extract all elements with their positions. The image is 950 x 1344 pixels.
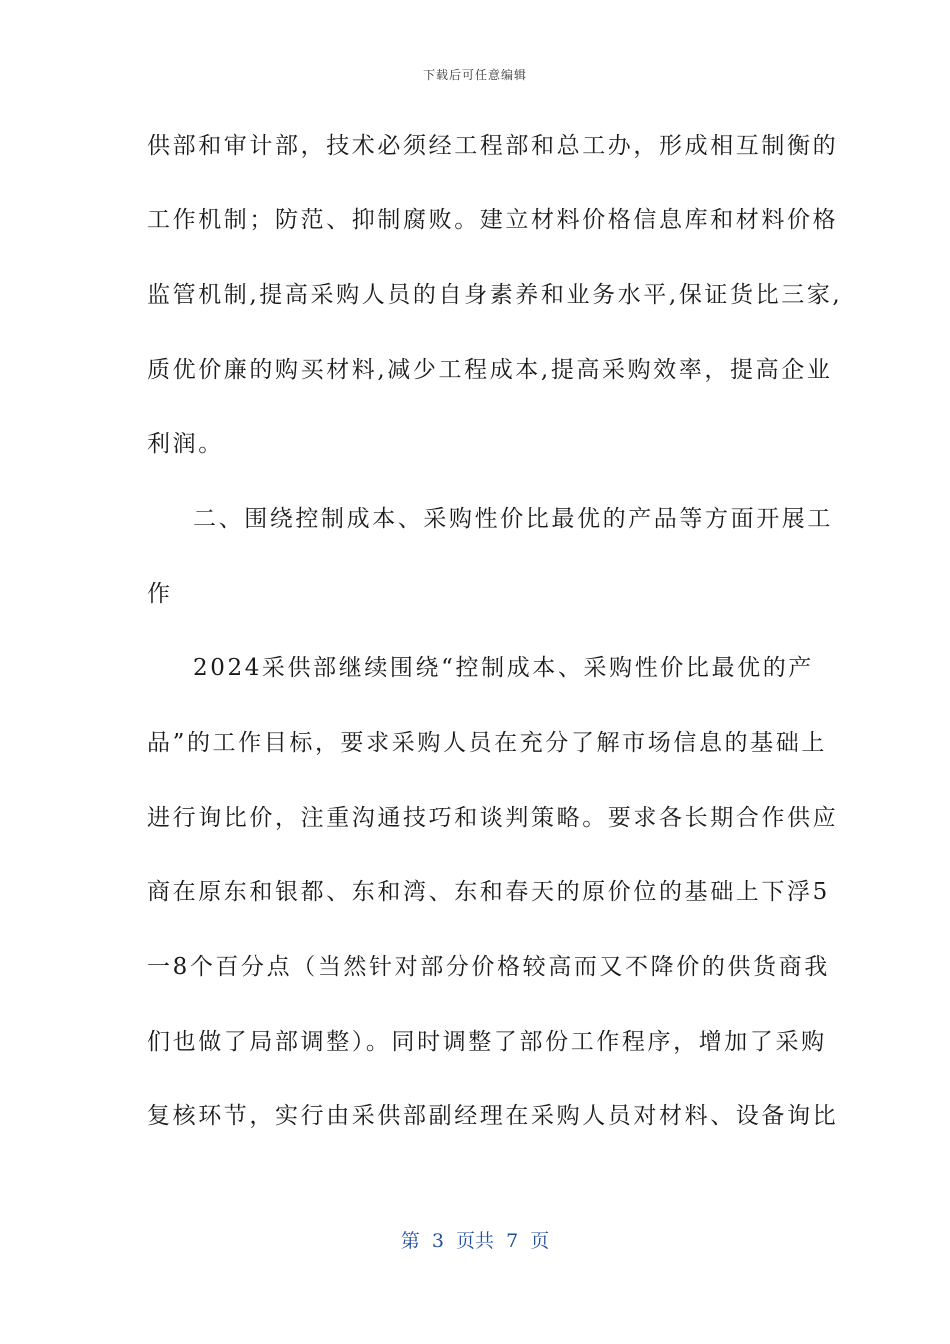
text-line: 品”的工作目标，要求采购人员在充分了解市场信息的基础上 — [147, 730, 827, 756]
text-line: 进行询比价，注重沟通技巧和谈判策略。要求各长期合作供应 — [147, 805, 839, 831]
text-line: 质优价廉的购买材料,减少工程成本,提高采购效率，提高企业 — [147, 357, 833, 383]
text-line: 供部和审计部，技术必须经工程部和总工办，形成相互制衡的 — [147, 133, 839, 159]
text-line: 们也做了局部调整）。同时调整了部份工作程序，增加了采购 — [147, 1029, 827, 1055]
text-line: 监管机制,提高采购人员的自身素养和业务水平,保证货比三家, — [147, 282, 843, 308]
page-number: 第 3 页共 7 页 — [400, 1230, 550, 1252]
text-line: 利润。 — [147, 431, 224, 457]
text-line: 一8个百分点（当然针对部分价格较高而又不降价的供货商我 — [147, 954, 830, 980]
text-line: 复核环节，实行由采供部副经理在采购人员对材料、设备询比 — [147, 1103, 839, 1129]
paragraph-start: 2024采供部继续围绕“控制成本、采购性价比最优的产 — [193, 655, 814, 681]
text-line: 工作机制；防范、抑制腐败。建立材料价格信息库和材料价格 — [147, 207, 839, 233]
section-heading-continued: 作 — [147, 581, 173, 607]
section-heading: 二、围绕控制成本、采购性价比最优的产品等方面开展工 — [193, 506, 833, 532]
text-line: 商在原东和银都、东和湾、东和春天的原价位的基础上下浮5 — [147, 879, 830, 905]
header-note: 下载后可任意编辑 — [422, 68, 527, 82]
